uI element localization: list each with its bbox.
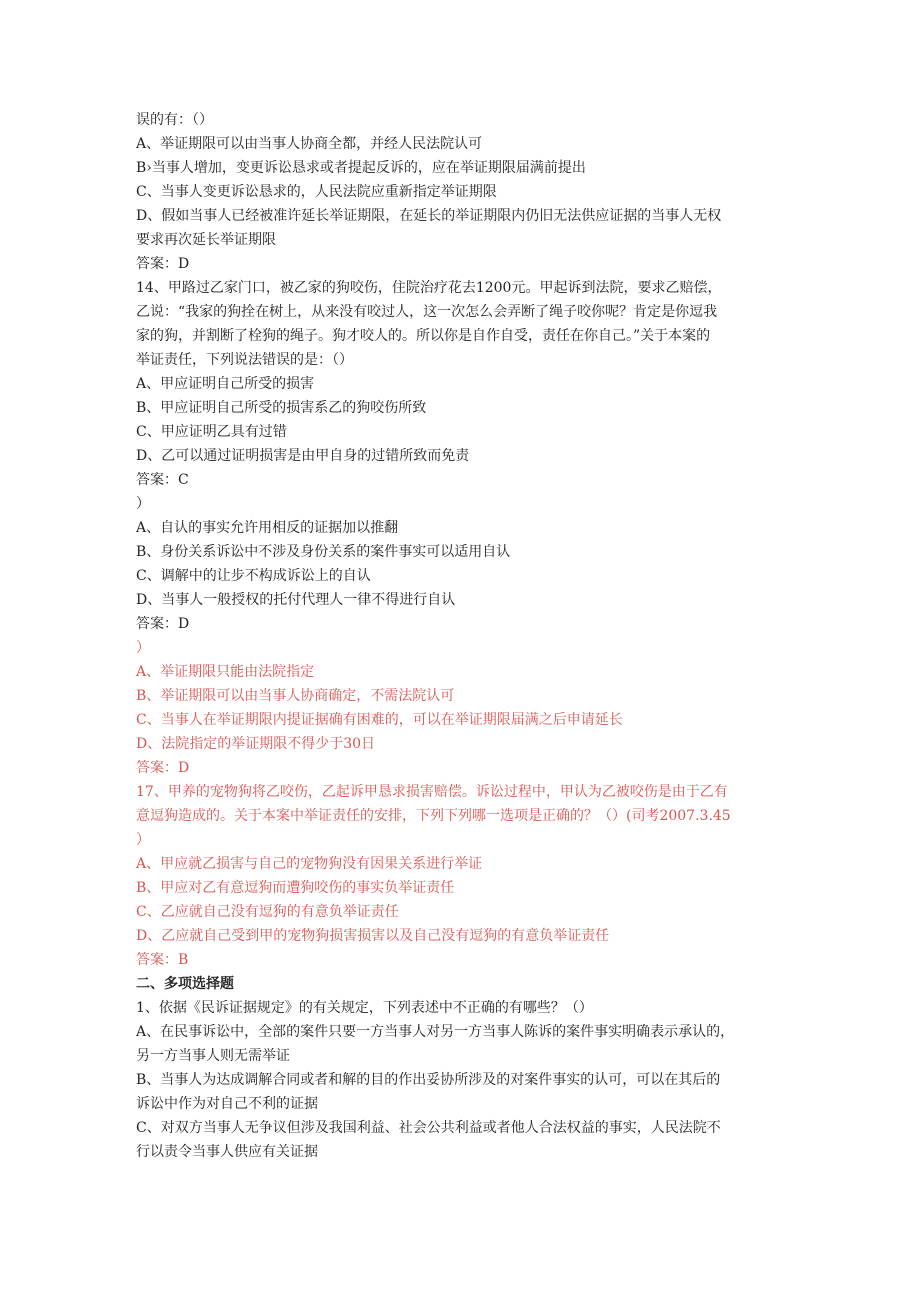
- option-b-continued: 诉讼中作为对自己不利的证据: [136, 1096, 318, 1112]
- question-stem: 家的狗，并割断了栓狗的绳子。狗才咬人的。所以你是自作自受，责任在你自己。”关于本案的: [136, 328, 711, 344]
- answer: 答案：D: [136, 760, 190, 776]
- document-page: [136, 108, 788, 1164]
- answer: 答案：C: [136, 472, 189, 488]
- option-c: C、当事人变更诉讼恳求的，人民法院应重新指定举证期限: [136, 184, 497, 200]
- question-stem: 1、依据《民诉证据规定》的有关规定，下列表述中不正确的有哪些？（）: [136, 1000, 593, 1016]
- option-d: D、假如当事人已经被准许延长举证期限，在延长的举证期限内仍旧无法供应证据的当事人无权: [136, 208, 722, 224]
- option-c: C、调解中的让步不构成诉讼上的自认: [136, 568, 371, 584]
- option-a: A、甲应证明自己所受的损害: [136, 376, 315, 392]
- option-b: B、身份关系诉讼中不涉及身份关系的案件事实可以适用自认: [136, 544, 511, 560]
- option-a: A、自认的事实允许用相反的证据加以推翻: [136, 520, 399, 536]
- option-b: B、甲应证明自己所受的损害系乙的狗咬伤所致: [136, 400, 427, 416]
- multi-question-1: [136, 996, 788, 1164]
- question-stem-tail: ）: [136, 496, 150, 512]
- option-d: D、乙可以通过证明损害是由甲自身的过错所致而免责: [136, 448, 470, 464]
- option-b: B、甲应对乙有意逗狗而遭狗咬伤的事实负举证责任: [136, 880, 455, 896]
- question-17: [136, 780, 788, 972]
- question-stem: ）: [136, 832, 150, 848]
- option-d: D、法院指定的举证期限不得少于30日: [136, 736, 376, 752]
- section-heading: 二、多项选择题: [136, 976, 234, 992]
- option-c: C、对双方当事人无争议但涉及我国利益、社会公共利益或者他人合法权益的事实，人民法院不: [136, 1120, 721, 1136]
- answer: 答案：D: [136, 616, 190, 632]
- option-c: C、当事人在举证期限内提证据确有困难的，可以在举证期限届满之后申请延长: [136, 712, 623, 728]
- question-stem-tail: 误的有：（）: [136, 112, 213, 128]
- question-stem: 乙说：“我家的狗拴在树上，从来没有咬过人，这一次怎么会弄断了绳子咬你呢？肯定是你逗我: [136, 304, 718, 320]
- option-a: A、举证期限可以由当事人协商全都，并经人民法院认可: [136, 136, 483, 152]
- question-stem: 举证责任，下列说法错误的是：（）: [136, 352, 353, 368]
- option-c: C、甲应证明乙具有过错: [136, 424, 287, 440]
- option-a: A、甲应就乙损害与自己的宠物狗没有因果关系进行举证: [136, 856, 483, 872]
- option-b: B、当事人为达成调解合同或者和解的目的作出妥协所涉及的对案件事实的认可，可以在其后的: [136, 1072, 721, 1088]
- answer: 答案：D: [136, 256, 190, 272]
- option-b: B›当事人增加，变更诉讼恳求或者提起反诉的，应在举证期限届满前提出: [136, 160, 586, 176]
- question-stem: 14、甲路过乙家门口，被乙家的狗咬伤，住院治疗花去1200元。甲起诉到法院，要求乙赔偿，: [136, 280, 722, 296]
- question-stem: 意逗狗造成的。关于本案中举证责任的安排，下列下列哪一选项是正确的？（）(司考2007.3.45: [136, 808, 731, 824]
- option-b: B、举证期限可以由当事人协商确定，不需法院认可: [136, 688, 455, 704]
- option-d: D、乙应就自己受到甲的宠物狗损害损害以及自己没有逗狗的有意负举证责任: [136, 928, 610, 944]
- question-stem: 17、甲养的宠物狗将乙咬伤，乙起诉甲恳求损害赔偿。诉讼过程中，甲认为乙被咬伤是由于乙有: [136, 784, 728, 800]
- question-stem-tail: ）: [136, 640, 150, 656]
- option-a: A、举证期限只能由法院指定: [136, 664, 315, 680]
- answer: 答案：B: [136, 952, 189, 968]
- option-d: D、当事人一般授权的托付代理人一律不得进行自认: [136, 592, 456, 608]
- question-16: [136, 636, 788, 780]
- question-14: [136, 276, 788, 492]
- question-15: [136, 492, 788, 636]
- option-a-continued: 另一方当事人则无需举证: [136, 1048, 290, 1064]
- option-d-continued: 要求再次延长举证期限: [136, 232, 276, 248]
- question-13-continued: [136, 108, 788, 276]
- option-c-continued: 行以责令当事人供应有关证据: [136, 1144, 318, 1160]
- option-a: A、在民事诉讼中，全部的案件只要一方当事人对另一方当事人陈诉的案件事实明确表示承认的，: [136, 1024, 735, 1040]
- option-c: C、乙应就自己没有逗狗的有意负举证责任: [136, 904, 399, 920]
